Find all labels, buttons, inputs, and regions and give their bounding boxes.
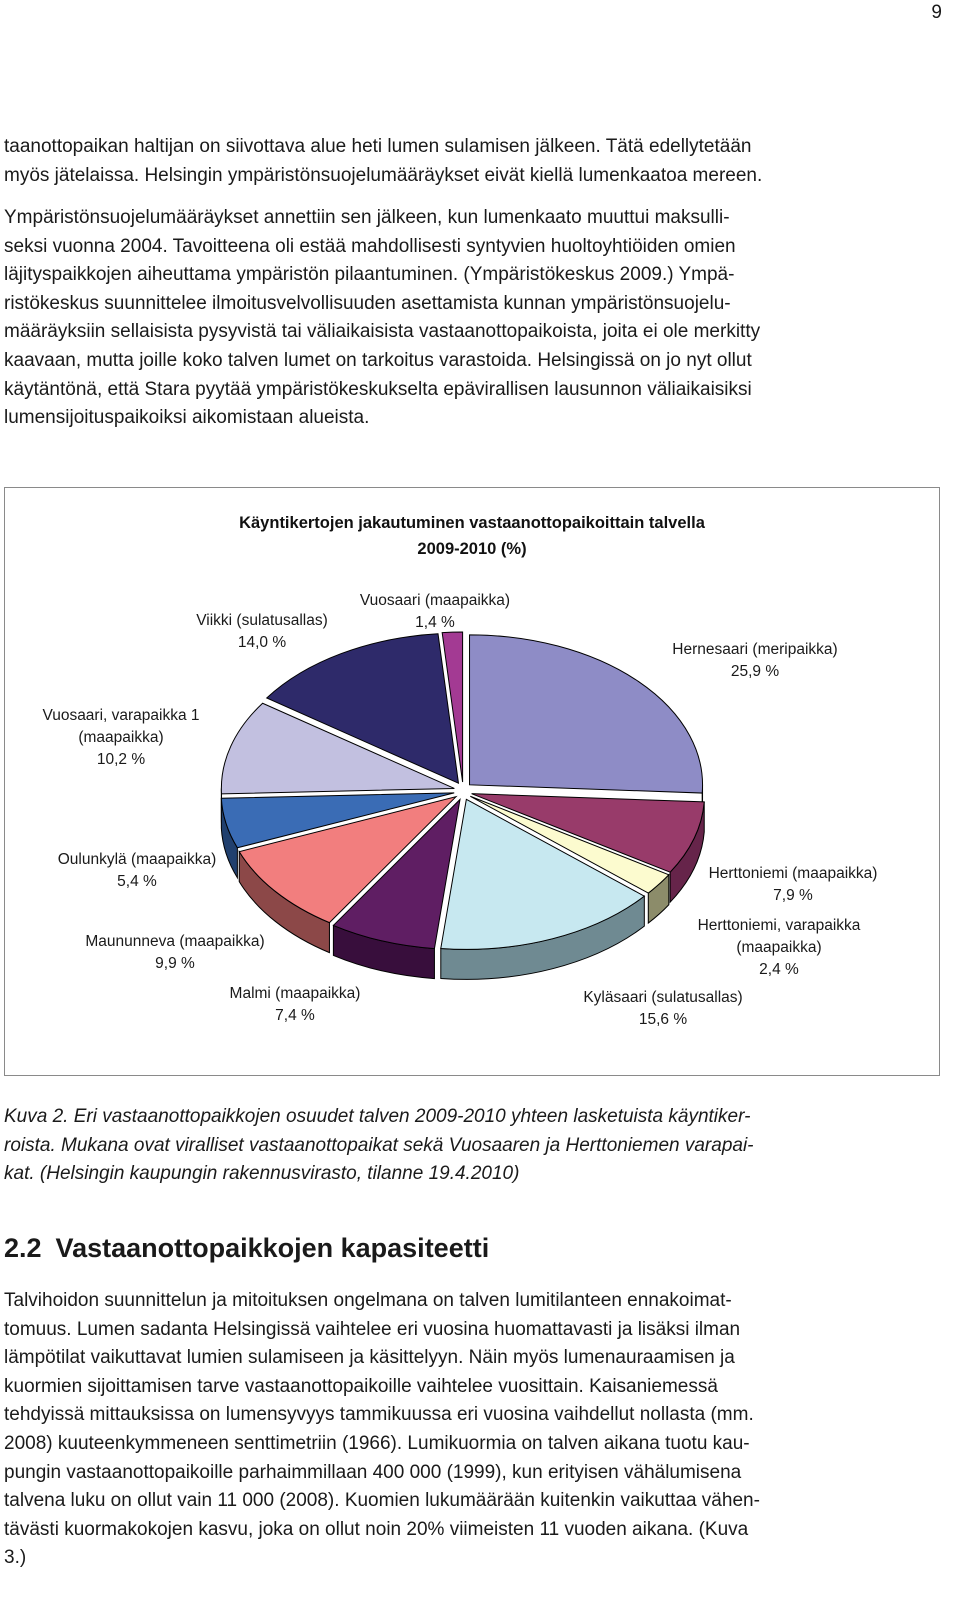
pie-slices	[221, 632, 704, 949]
pie-slice-label: Hernesaari (meripaikka) 25,9 %	[672, 641, 838, 680]
caption-line: kat. (Helsingin kaupungin rakennusvirasto, tilanne 19.4.2010)	[4, 1163, 520, 1185]
text-line: seksi vuonna 2004. Tavoitteena oli estää mahdollisesti syntyvien huoltoyhtiöiden omien	[4, 235, 736, 257]
text-line: 2008) kuuteenkymmeneen senttimetriin (1966). Lumikuormia on talven aikana tuotu kau-	[4, 1432, 750, 1454]
text-line: talvena luku on ollut vain 11 000 (2008). Kuomien lukumäärään kuitenkin vaikuttaa vähen-	[4, 1490, 760, 1512]
pie-chart-figure	[4, 487, 940, 1076]
text-line: Ympäristönsuojelumääräykset annettiin sen jälkeen, kun lumenkaato muuttui maksulli-	[4, 207, 730, 228]
pie-slice-label: Maununneva (maapaikka) 9,9 %	[85, 933, 265, 972]
pie-slice-label: Oulunkylä (maapaikka) 5,4 %	[57, 851, 217, 890]
text-line: Talvihoidon suunnittelun ja mitoituksen ongelmana on talven lumitilanteen ennakoimat-	[4, 1290, 732, 1311]
paragraph-1	[4, 133, 948, 190]
text-line: kuormien sijoittamisen tarve vastaanottopaikoille vaihtelee vuosittain. Kaisaniemessä	[4, 1375, 718, 1397]
text-line: pungin vastaanottopaikoille parhaimmillaan 400 000 (1999), kun erityisen vähälumisena	[4, 1461, 742, 1483]
text-line: käytäntönä, että Stara pyytää ympäristökeskukselta epävirallisen lausunnon väliaikaisiksi	[4, 378, 752, 400]
pie-slice-label: Vuosaari (maapaikka) 1,4 %	[359, 592, 511, 631]
text-line: 3.)	[4, 1547, 27, 1569]
pie-slice-label: Viikki (sulatusallas) 14,0 %	[196, 612, 328, 651]
text-line: tehdyissä mittauksissa on lumensyvyys tammikuussa eri vuosina vaihdellut nollasta (mm.	[4, 1404, 754, 1426]
section-title: Vastaanottopaikkojen kapasiteetti	[55, 1233, 490, 1263]
pie-slice-label: Vuosaari, varapaikka 1 (maapaikka) 10,2 %	[42, 707, 200, 768]
text-line: taanottopaikan haltijan on siivottava alue heti lumen sulamisen jälkeen. Tätä edellytetään	[4, 136, 752, 157]
chart-title-line: Käyntikertojen jakautuminen vastaanottopaikoittain talvella	[239, 514, 705, 532]
page-number: 9	[931, 2, 942, 23]
pie-slice-label: Malmi (maapaikka) 7,4 %	[229, 985, 361, 1024]
pie-slice	[470, 635, 703, 793]
text-line: ristökeskus suunnittelee ilmoitusvelvollisuuden asettamista kunnan ympäristönsuojelu-	[4, 292, 731, 314]
chart-title-line: 2009-2010 (%)	[417, 540, 527, 558]
pie-slice-label: Herttoniemi (maapaikka) 7,9 %	[708, 865, 878, 904]
section-heading	[4, 1233, 489, 1264]
text-line: kaavaan, mutta joille koko talven lumet on tarkoitus varastoida. Helsingissä on jo nyt ollut	[4, 349, 752, 371]
pie-chart	[5, 488, 941, 1077]
caption-line: Kuva 2. Eri vastaanottopaikkojen osuudet talven 2009-2010 yhteen lasketuista käyntiker-	[4, 1106, 751, 1127]
text-line: tomuus. Lumen sadanta Helsingissä vaihtelee eri vuosina huomattavasti ja lisäksi ilman	[4, 1318, 741, 1340]
caption-line: roista. Mukana ovat viralliset vastaanottopaikat sekä Vuosaaren ja Herttoniemen varapai-	[4, 1134, 754, 1156]
figure-caption	[4, 1103, 948, 1189]
text-line: määräyksiin sellaisista pysyvistä tai väliaikaisista vastaanottopaikoista, joita ei ole merkitty	[4, 321, 761, 343]
pie-slice-label: Herttoniemi, varapaikka (maapaikka) 2,4 %	[697, 917, 861, 978]
section-number: 2.2	[4, 1233, 42, 1263]
text-line: tävästi kuormakokojen kasvu, joka on ollut noin 20% viimeisten 11 vuoden aikana. (Kuva	[4, 1518, 749, 1540]
text-line: myös jätelaissa. Helsingin ympäristönsuojelumääräykset eivät kiellä lumenkaatoa mereen.	[4, 164, 763, 186]
paragraph-2	[4, 204, 948, 433]
text-line: läjityspaikkojen aiheuttama ympäristön pilaantuminen. (Ympäristökeskus 2009.) Ympä-	[4, 264, 735, 286]
text-line: lumensijoituspaikoiksi aikomistaan alueista.	[4, 407, 370, 429]
text-line: lämpötilat vaikuttavat lumien sulamiseen ja käsittelyyn. Näin myös lumenauraamisen ja	[4, 1347, 735, 1369]
pie-slice-label: Kyläsaari (sulatusallas) 15,6 %	[583, 989, 743, 1028]
paragraph-3	[4, 1287, 948, 1573]
